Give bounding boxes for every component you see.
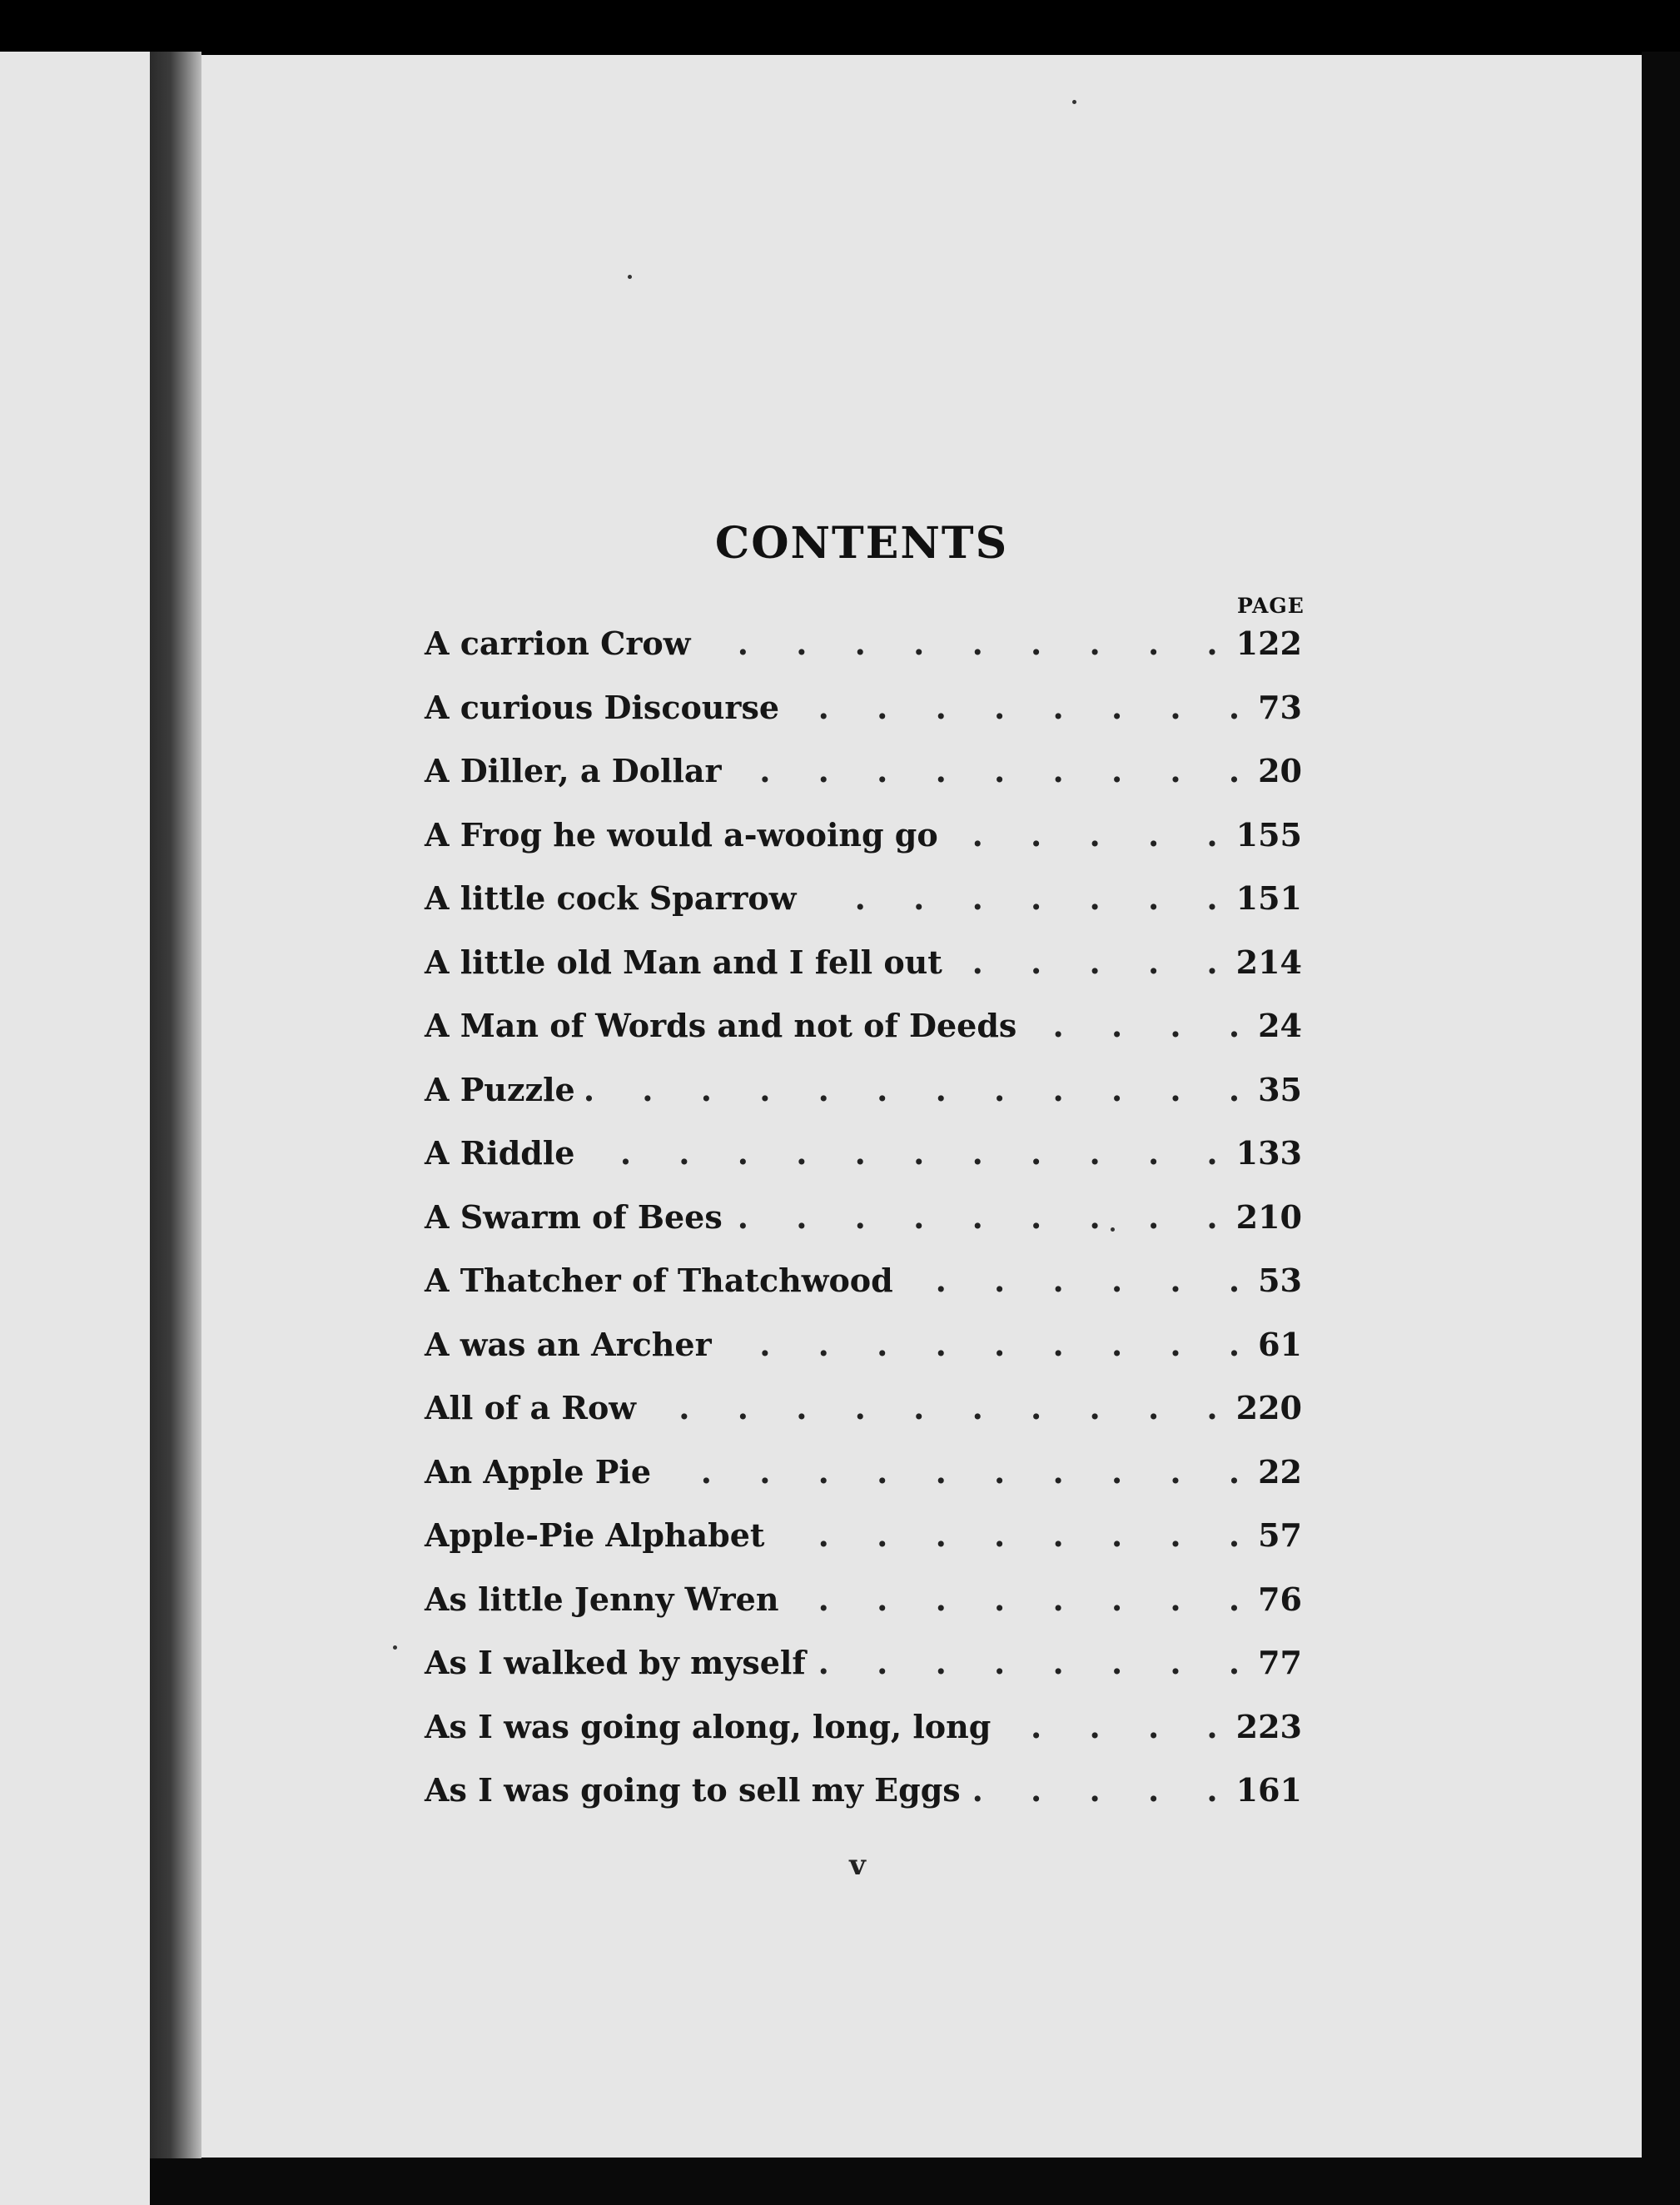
toc-entry <box>425 689 1302 753</box>
dot-leader <box>774 1516 1258 1554</box>
toc-entry <box>425 752 1302 816</box>
page-folio-number: v <box>849 1849 866 1882</box>
toc-entry-page: 35 <box>1258 1070 1302 1108</box>
dot-leader <box>700 625 1235 662</box>
toc-entry-page: 214 <box>1235 943 1302 981</box>
toc-entry-page: 57 <box>1258 1516 1302 1554</box>
toc-entry <box>425 1453 1302 1517</box>
toc-entry-title: All of a Row <box>425 1389 636 1426</box>
facing-page-edge <box>0 52 150 2205</box>
paper-speck <box>628 275 632 279</box>
toc-entry <box>425 1134 1302 1198</box>
toc-entry-title: A carrion Crow <box>425 625 691 662</box>
toc-entry <box>425 1771 1302 1835</box>
toc-entry-page: 53 <box>1258 1262 1302 1299</box>
contents-heading: CONTENTS <box>714 518 1009 569</box>
dot-leader <box>584 1134 1235 1172</box>
toc-entry <box>425 1708 1302 1772</box>
toc-entry-title: A Thatcher of Thatchwood <box>425 1262 893 1299</box>
paper-speck <box>393 1645 397 1650</box>
dot-leader <box>1001 1708 1235 1745</box>
scan-right-border <box>1642 52 1680 2205</box>
dot-leader <box>732 752 1259 789</box>
toc-entry-page: 220 <box>1235 1389 1302 1426</box>
toc-entry-title: As little Jenny Wren <box>425 1580 779 1618</box>
toc-entry-title: A was an Archer <box>425 1325 712 1363</box>
toc-entry <box>425 879 1302 943</box>
toc-entry-page: 61 <box>1258 1325 1302 1363</box>
toc-entry <box>425 1071 1302 1135</box>
toc-entry-page: 133 <box>1235 1134 1302 1172</box>
dot-leader <box>903 1262 1258 1299</box>
toc-entry-page: 76 <box>1258 1580 1302 1618</box>
toc-entry-page: 22 <box>1258 1452 1302 1491</box>
toc-entry-title: As I walked by myself <box>425 1644 806 1681</box>
toc-entry-title: A Puzzle <box>425 1070 575 1108</box>
toc-entry-page: 24 <box>1258 1007 1302 1044</box>
toc-entry-title: A Frog he would a-wooing go <box>425 815 938 854</box>
toc-entry-page: 73 <box>1258 688 1302 726</box>
toc-entry <box>425 943 1302 1008</box>
toc-entry <box>425 1580 1302 1645</box>
dot-leader <box>733 1198 1236 1236</box>
toc-entry-title: A little old Man and I fell out <box>425 943 942 981</box>
dot-leader <box>789 689 1258 726</box>
toc-entry-title: A Swarm of Bees <box>425 1197 723 1236</box>
dot-leader <box>1026 1007 1258 1044</box>
table-of-contents <box>425 625 1302 1835</box>
toc-entry-title: A Diller, a Dollar <box>425 752 722 789</box>
toc-entry-title: A Man of Words and not of Deeds <box>425 1007 1017 1044</box>
scan-bottom-border <box>150 2158 1680 2205</box>
toc-entry-page: 223 <box>1235 1707 1302 1745</box>
toc-entry-title: Apple-Pie Alphabet <box>425 1516 765 1554</box>
dot-leader <box>646 1389 1236 1426</box>
toc-entry-title: A little cock Sparrow <box>425 879 797 917</box>
toc-entry <box>425 1262 1302 1326</box>
toc-entry <box>425 1326 1302 1390</box>
toc-entry-title: As I was going along, long, long <box>425 1707 992 1745</box>
toc-entry <box>425 816 1302 880</box>
dot-leader <box>948 816 1236 854</box>
toc-entry <box>425 1389 1302 1453</box>
toc-entry-page: 210 <box>1235 1197 1302 1236</box>
toc-entry-page: 122 <box>1235 625 1302 662</box>
book-gutter-shadow <box>150 52 201 2158</box>
paper-speck <box>1072 100 1076 104</box>
toc-entry <box>425 625 1302 689</box>
toc-entry <box>425 1516 1302 1580</box>
dot-leader <box>722 1326 1258 1363</box>
toc-entry-title: A curious Discourse <box>425 688 780 726</box>
scan-top-border <box>0 0 1680 53</box>
toc-entry-page: 161 <box>1235 1771 1302 1809</box>
dot-leader <box>585 1071 1258 1108</box>
toc-entry <box>425 1198 1302 1262</box>
dot-leader <box>952 943 1236 981</box>
toc-entry-title: An Apple Pie <box>425 1452 651 1491</box>
toc-entry-page: 20 <box>1258 752 1302 789</box>
dot-leader <box>788 1580 1258 1618</box>
toc-entry-page: 151 <box>1235 879 1302 917</box>
dot-leader <box>816 1644 1258 1681</box>
toc-entry <box>425 1644 1302 1708</box>
toc-entry-title: As I was going to sell my Eggs <box>425 1771 961 1809</box>
dot-leader <box>661 1453 1258 1491</box>
dot-leader <box>806 879 1235 917</box>
toc-entry-title: A Riddle <box>425 1134 575 1172</box>
toc-entry-page: 77 <box>1258 1644 1302 1681</box>
toc-entry-page: 155 <box>1235 815 1302 854</box>
toc-entry <box>425 1007 1302 1071</box>
dot-leader <box>971 1771 1236 1809</box>
page-column-label: PAGE <box>1237 594 1305 618</box>
